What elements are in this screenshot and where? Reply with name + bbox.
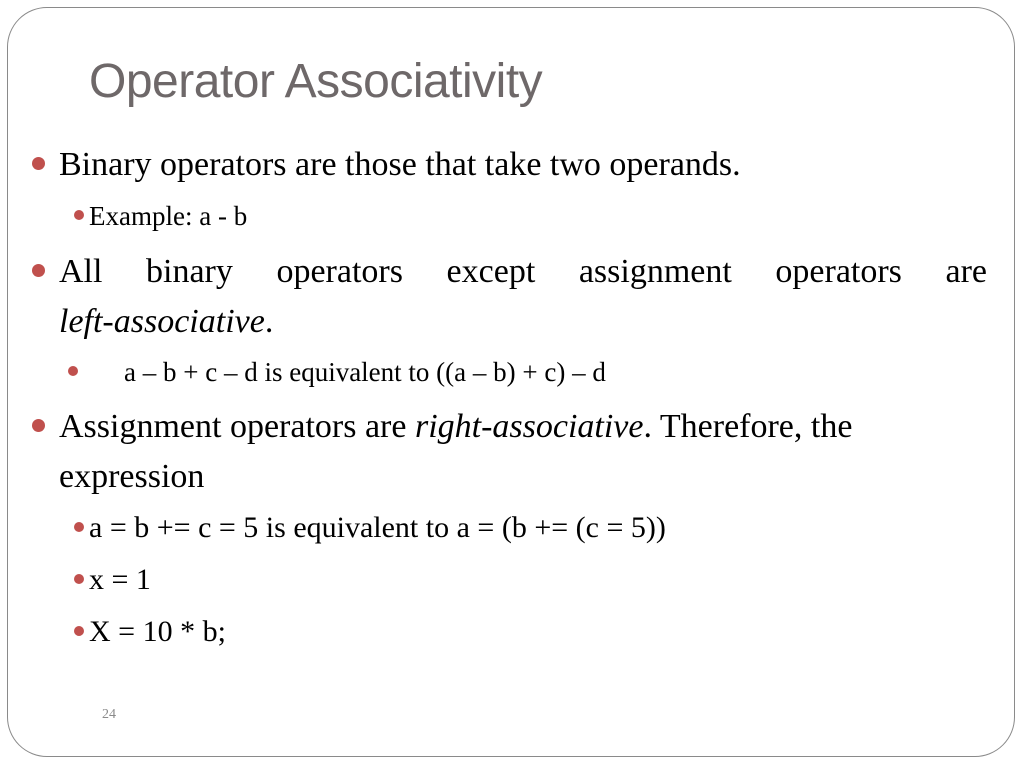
page-number: 24 — [102, 707, 116, 722]
sub-bullet-left-equivalence: a – b + c – d is equivalent to ((a – b) + c) – d — [124, 357, 606, 387]
bullet-period: . — [264, 303, 274, 340]
bullet-dot — [74, 574, 84, 584]
sub-bullet-assignment-chain: a = b += c = 5 is equivalent to a = (b += (c = 5)) — [89, 511, 666, 544]
bullet-dot — [32, 419, 45, 432]
left-associative-emphasis: left-associative — [59, 303, 265, 340]
bullet-right-associative-post: . Therefore, the — [643, 408, 853, 445]
bullet-left-associative-line2 — [59, 303, 273, 340]
bullet-right-associative-pre: Assignment operators are — [59, 408, 415, 445]
bullet-binary-operators: Binary operators are those that take two operands. — [59, 146, 741, 183]
bullet-dot — [68, 366, 78, 376]
bullet-dot — [32, 157, 45, 170]
bullet-dot — [74, 522, 84, 532]
slide-title: Operator Associativity — [89, 55, 543, 108]
sub-bullet-example: Example: a - b — [89, 201, 248, 231]
bullet-right-associative-line2: expression — [59, 458, 205, 495]
bullet-right-associative-line1 — [59, 402, 987, 452]
bullet-left-associative-line1: All binary operators except assignment operators are — [59, 253, 987, 290]
bullet-dot — [74, 626, 84, 636]
bullet-dot — [32, 264, 45, 277]
sub-bullet-x-equals-10b: X = 10 * b; — [89, 615, 226, 648]
sub-bullet-x-equals-1: x = 1 — [89, 563, 151, 596]
right-associative-emphasis: right-associative — [414, 408, 644, 445]
bullet-left-associative — [59, 247, 987, 347]
bullet-right-associative — [59, 402, 987, 502]
bullet-dot — [74, 210, 84, 220]
